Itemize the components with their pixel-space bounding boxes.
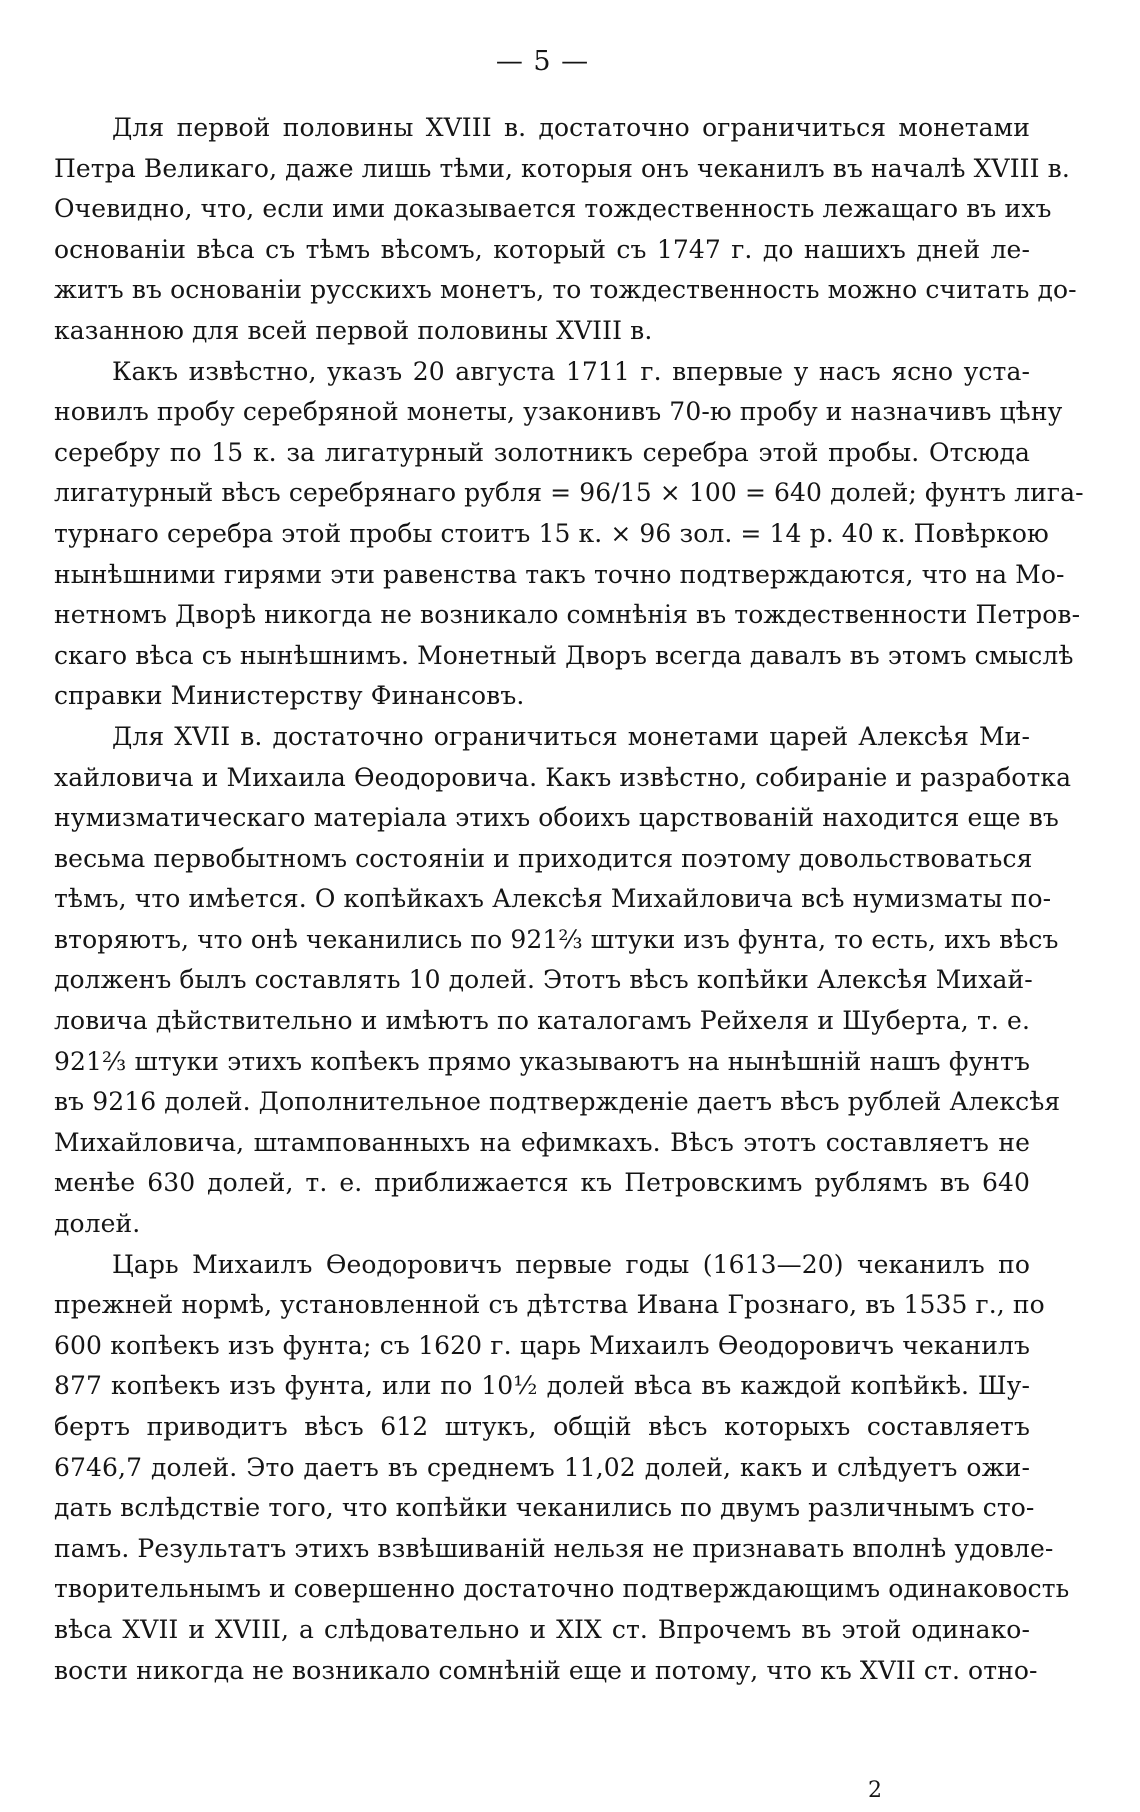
page-body	[54, 108, 1084, 1691]
paragraph	[54, 352, 1084, 717]
text-line: творительнымъ и совершенно достаточно подтверждающимъ одинаковость	[54, 1574, 1070, 1604]
text-line: долженъ былъ составлять 10 долей. Этотъ вѣсъ копѣйки Алексѣя Михай-	[54, 965, 1033, 995]
text-line: житъ въ основаніи русскихъ монетъ, то тождественность можно считать до-	[54, 275, 1077, 305]
text-line: вѣса XVII и XVIII, а слѣдовательно и XIX ст. Впрочемъ въ этой одинако-	[54, 1614, 1030, 1644]
text-line: скаго вѣса съ нынѣшнимъ. Монетный Дворъ всегда давалъ въ этомъ смыслѣ	[54, 640, 1074, 670]
text-line: Какъ извѣстно, указъ 20 августа 1711 г. впервые у насъ ясно уста-	[112, 356, 1030, 386]
text-line: памъ. Результатъ этихъ взвѣшиваній нельзя не признавать вполнѣ удовле-	[54, 1533, 1054, 1563]
text-line: хайловича и Михаила Ѳеодоровича. Какъ извѣстно, собираніе и разработка	[54, 762, 1072, 792]
text-line: Для XVII в. достаточно ограничиться монетами царей Алексѣя Ми-	[112, 721, 1030, 751]
text-line: менѣе 630 долей, т. е. приближается къ Петровскимъ рублямъ въ 640	[54, 1168, 1030, 1198]
text-line: вости никогда не возникало сомнѣній еще и потому, что къ XVII ст. отно-	[54, 1655, 1038, 1685]
paragraph	[54, 717, 1072, 1245]
text-line: Для первой половины XVIII в. достаточно ограничиться монетами	[112, 113, 1030, 142]
text-line: въ 9216 долей. Дополнительное подтвержденіе даетъ вѣсъ рублей Алексѣя	[54, 1087, 1061, 1117]
text-line: долей.	[54, 1209, 141, 1239]
paragraph	[54, 1245, 1070, 1692]
text-line: вторяютъ, что онѣ чеканились по 921⅔ штуки изъ фунта, то есть, ихъ вѣсъ	[54, 924, 1059, 954]
text-line: нынѣшними гирями эти равенства такъ точно подтверждаются, что на Мо-	[54, 559, 1065, 589]
text-line: новилъ пробу серебряной монеты, узаконивъ 70-ю пробу и назначивъ цѣну	[54, 397, 1063, 427]
text-line: прежней нормѣ, установленной съ дѣтства Ивана Грознаго, въ 1535 г., по	[54, 1290, 1045, 1320]
text-line: ловича дѣйствительно и имѣютъ по каталогамъ Рейхеля и Шуберта, т. е.	[54, 1006, 1030, 1036]
text-line: 6746,7 долей. Это даетъ въ среднемъ 11,02 долей, какъ и слѣдуетъ ожи-	[54, 1452, 1030, 1482]
text-line: казанною для всей первой половины XVIII в.	[54, 315, 653, 345]
page-number: — 5 —	[495, 46, 590, 77]
text-line: Михайловича, штампованныхъ на ефимкахъ. Вѣсъ этотъ составляетъ не	[54, 1127, 1030, 1157]
text-line: 877 копѣекъ изъ фунта, или по 10½ долей вѣса въ каждой копѣйкѣ. Шу-	[54, 1371, 1030, 1401]
text-line: серебру по 15 к. за лигатурный золотникъ серебра этой пробы. Отсюда	[54, 437, 1030, 467]
text-line: весьма первобытномъ состояніи и приходится поэтому довольствоваться	[54, 843, 1033, 873]
text-line: лигатурный вѣсъ серебрянаго рубля = 96/15 × 100 = 640 долей; фунтъ лига-	[54, 478, 1084, 508]
text-line: дать вслѣдствіе того, что копѣйки чеканились по двумъ различнымъ сто-	[54, 1493, 1035, 1523]
text-line: Петра Великаго, даже лишь тѣми, которыя онъ чеканилъ въ началѣ XVIII в.	[54, 153, 1070, 183]
text-line: турнаго серебра этой пробы стоитъ 15 к. × 96 зол. = 14 р. 40 к. Повѣркою	[54, 518, 1049, 548]
text-line: 921⅔ штуки этихъ копѣекъ прямо указываютъ на нынѣшній нашъ фунтъ	[54, 1046, 1030, 1076]
text-line: 600 копѣекъ изъ фунта; съ 1620 г. царь Михаилъ Ѳеодоровичъ чеканилъ	[54, 1330, 1030, 1360]
text-line: Царь Михаилъ Ѳеодоровичъ первые годы (1613—20) чеканилъ по	[112, 1249, 1030, 1279]
text-line: основаніи вѣса съ тѣмъ вѣсомъ, который съ 1747 г. до нашихъ дней ле-	[54, 234, 1030, 264]
text-line: нетномъ Дворѣ никогда не возникало сомнѣнія въ тождественности Петров-	[54, 600, 1081, 630]
text-line: Очевидно, что, если ими доказывается тождественность лежащаго въ ихъ	[54, 194, 1052, 224]
text-line: бертъ приводитъ вѣсъ 612 штукъ, общій вѣсъ которыхъ составляетъ	[54, 1412, 1030, 1441]
text-line: тѣмъ, что имѣется. О копѣйкахъ Алексѣя Михайловича всѣ нумизматы по-	[54, 884, 1052, 914]
paragraph	[54, 108, 1077, 352]
text-line: справки Министерству Финансовъ.	[54, 681, 525, 711]
text-line: нумизматическаго матеріала этихъ обоихъ царствованій находится еще въ	[54, 803, 1059, 833]
printer-signature-mark: 2	[868, 1778, 882, 1803]
